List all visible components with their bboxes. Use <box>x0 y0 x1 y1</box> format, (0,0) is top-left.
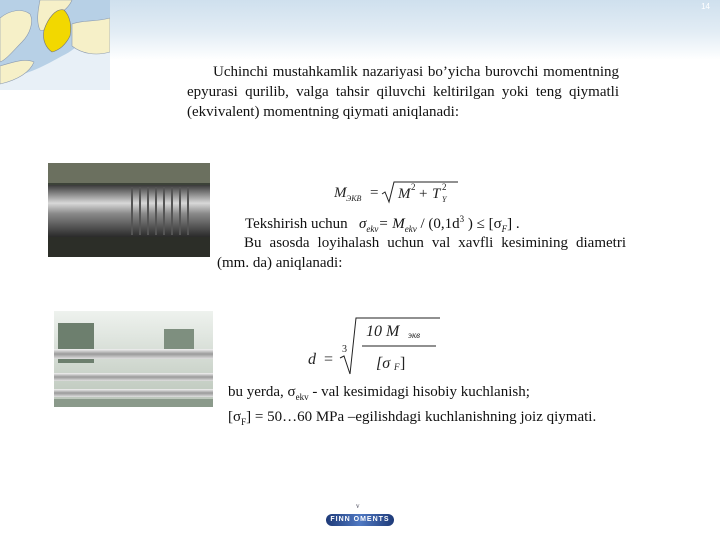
formula2-den-close: ] <box>400 355 406 372</box>
check-sigma: σ <box>358 216 367 232</box>
formula1-plus: + <box>419 186 428 202</box>
check-div: / (0,1d <box>416 216 460 232</box>
check-sub-ekv: ekv <box>366 224 379 234</box>
explain-part-2: - val kesimidagi hisobiy kuchlanish; <box>308 384 530 400</box>
explain-sub-ekv: ekv <box>295 392 309 402</box>
formula2-den-sub: F <box>394 362 400 372</box>
explain-part-4: ] = 50…60 MPa –egilishdagi kuchlanishning joiz qiymati. <box>246 409 597 425</box>
explanation-paragraph <box>228 382 655 432</box>
design-paragraph: Bu asosda loyihalash uchun val xavfli kesimining diametri (mm. da) aniqlanadi: <box>217 235 626 271</box>
formula2-numerator: 10 M <box>366 323 400 340</box>
finland-map-graphic <box>0 0 110 90</box>
page-number: 14 <box>701 2 710 11</box>
check-eq: = M <box>378 216 405 232</box>
shaft-spline-photo <box>48 163 210 257</box>
check-sub-ekv-2: ekv <box>404 224 417 234</box>
lathe-machine-photo <box>54 311 213 407</box>
formula1-lhs-sub: ЭКВ <box>346 194 362 203</box>
shaft-diameter-formula <box>304 314 440 376</box>
equivalent-moment-formula <box>334 180 458 206</box>
logo-mark: v <box>356 502 360 510</box>
explain-part-3: [σ <box>228 409 242 425</box>
check-close: ) ≤ [σ <box>464 216 502 232</box>
check-end: ] . <box>507 216 520 232</box>
formula1-m-exp: 2 <box>411 182 416 192</box>
intro-paragraph: Uchinchi mustahkamlik nazariyasi bo’yicha burovchi momentning epyurasi qurilib, valga tahsir qiluvchi keltirilgan yoki teng qiymatli (ekvivalent) momentning qiymati aniqlanadi: <box>187 64 619 120</box>
formula1-eq: = <box>370 185 379 201</box>
formula2-root-index: 3 <box>342 344 347 355</box>
footer-logo <box>326 502 394 530</box>
formula1-lhs: M <box>334 185 347 201</box>
check-sub-f: F <box>501 224 508 234</box>
formula1-t: T <box>432 186 441 202</box>
explain-sub-f: F <box>241 417 247 427</box>
explain-part-1: bu yerda, σ <box>228 384 296 400</box>
formula2-eq: = <box>324 351 334 368</box>
check-prefix: Tekshirish uchun <box>245 216 348 232</box>
check-pow: 3 <box>459 214 465 224</box>
formula1-m: M <box>398 186 411 202</box>
formula2-num-sub: экв <box>408 330 421 340</box>
formula1-t-sub: Y <box>442 195 447 204</box>
formula2-d: d <box>308 351 316 368</box>
formula2-den-open: [σ <box>376 355 391 372</box>
logo-text: FINN OMENTS <box>326 514 394 526</box>
formula1-t-exp: 2 <box>442 182 447 192</box>
